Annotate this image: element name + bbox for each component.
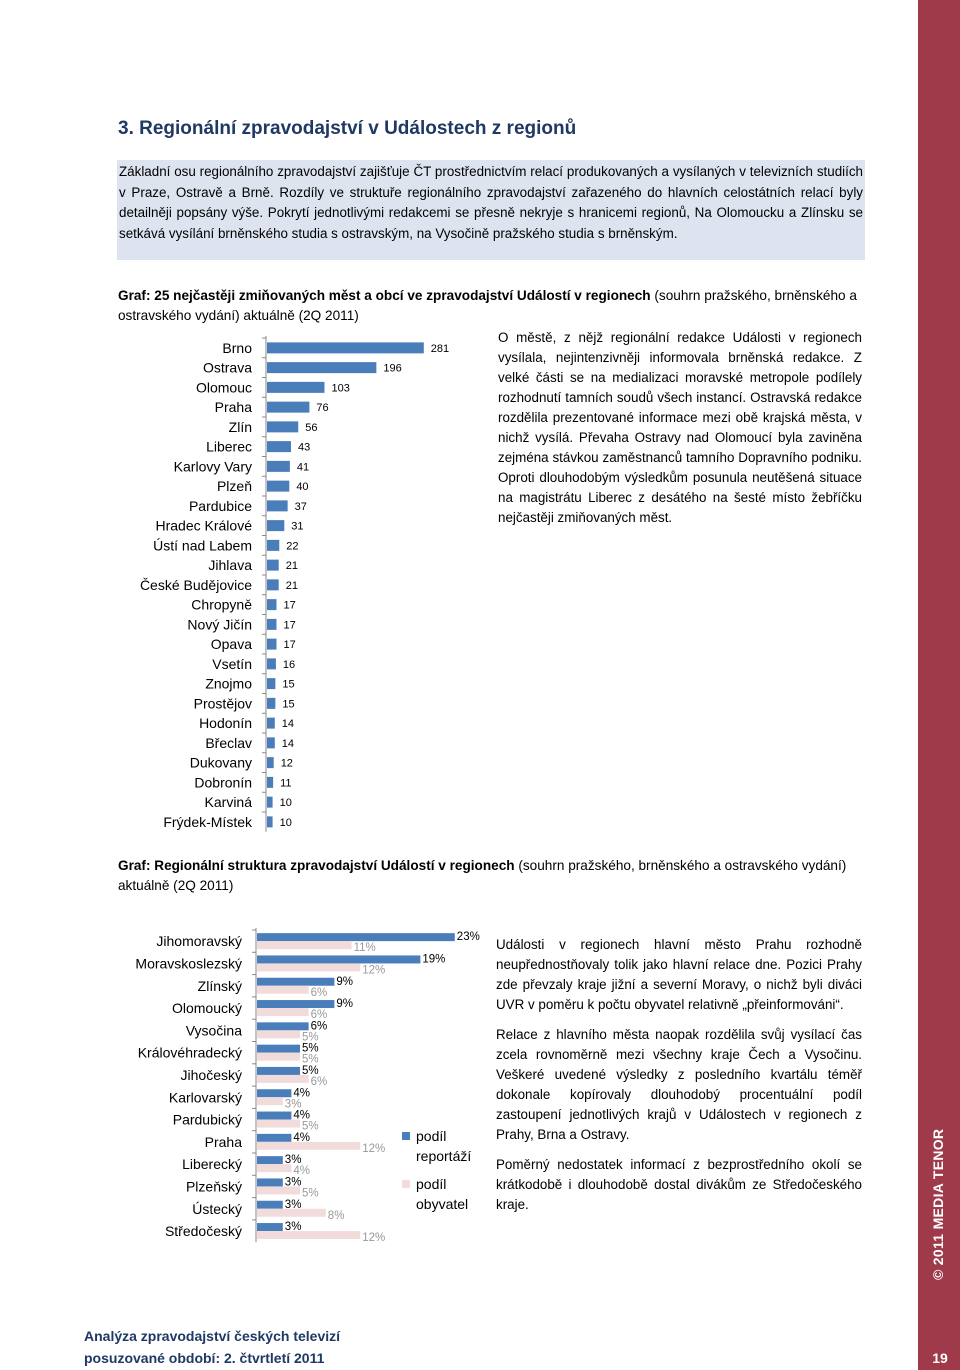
chart1-bar	[267, 658, 276, 669]
chart2-value-reportaze: 19%	[422, 953, 446, 966]
chart2-category-label: Ústecký	[192, 1200, 242, 1217]
chart1-bar	[267, 560, 279, 571]
chart2-bar-obyvatel	[257, 1053, 300, 1061]
chart1-category-label: Dobronín	[194, 774, 252, 791]
chart2-legend-swatch-obyvatel	[402, 1180, 410, 1188]
graph2-text-2: Relace z hlavního města naopak rozdělila svůj vysílací čas zcela rovnoměrně mezi všechny kraje Čech a Vysočinu. Veškeré uvedené výsledky z posledního kvartálu téměř dokonale kopírovaly dlouhodobý procentuální podíl zastoupení jednotlivých krajů v Událostech v regionech z Prahy, Brna a Ostravy.	[496, 1027, 862, 1142]
graph1-title-rest: (souhrn pražského, brněnského a ostravského vydání) aktuálně (2Q 2011)	[118, 288, 857, 323]
chart1-value-label: 103	[331, 382, 350, 395]
graph2-title-rest: (souhrn pražského, brněnského a ostravského vydání) aktuálně (2Q 2011)	[118, 858, 847, 893]
chart2-value-obyvatel: 5%	[302, 1031, 319, 1044]
chart1-value-label: 15	[282, 698, 295, 711]
chart2-value-obyvatel: 12%	[362, 964, 386, 977]
chart1-bar	[267, 540, 279, 551]
chart2-bar-obyvatel	[257, 1097, 283, 1105]
chart2-bar-obyvatel	[257, 1231, 360, 1239]
chart2-bar-obyvatel	[257, 1008, 309, 1016]
page-number: 19	[932, 1350, 948, 1366]
chart1-bar	[267, 757, 274, 768]
chart1-category-label: Pardubice	[188, 497, 252, 514]
graph1-commentary: O městě, z nějž regionální redakce Události v regionech vysílala, nejintenzivněji informovala brněnská redakce. Z velké části se na medializaci moravské metropole podílely rozhodnutí tamních soudů všech instancí. Ostravská redakce rozdělila prezentované informace mezi obě krajská města, v nichž vysílá. Převaha Ostravy nad Olomoucí byla zaviněna zejména stávkou zaměstnanců tamního Dopravního podniku. Oproti dlouhodobým výsledkům posunula neutěšená situace na magistrátu Liberec z desátého na šesté místo žebříčku nejčastěji zmiňovaných měst.	[498, 330, 862, 525]
chart1-category-label: Karlovy Vary	[173, 458, 252, 475]
chart2-value-reportaze: 4%	[293, 1131, 311, 1144]
chart1-category-label: Praha	[214, 399, 252, 416]
chart1-bar	[267, 520, 284, 531]
chart1-bar	[267, 777, 273, 788]
chart1-bar	[267, 599, 276, 610]
chart1-bar	[267, 639, 276, 650]
chart1-bar	[267, 421, 298, 432]
chart1-bar	[267, 678, 275, 689]
chart2-bar-obyvatel	[257, 1030, 300, 1038]
chart2-bar-reportaze	[257, 1156, 283, 1164]
chart2-category-label: Karlovarský	[168, 1089, 242, 1106]
intro-paragraph: Základní osu regionálního zpravodajství zajišťuje ČT prostřednictvím relací produkovaných a vysílaných v televizních studiích v Praze, Ostravě a Brně. Rozdíly ve struktuře regionálního zpravodajství zařazeného do hlavních celostátních relací byly detailněji popsány výše. Pokrytí jednotlivými redakcemi se přesně nekryje s hranicemi regionů, Na Olomoucku a Zlínsku se setkává vysílání brněnského studia s ostravským, na Vysočině pražského studia s brněnským.	[117, 160, 865, 260]
chart1-bar	[267, 481, 289, 492]
chart1-category-label: Hodonín	[199, 715, 252, 732]
chart1-bar	[267, 737, 275, 748]
graph1-title-bold: Graf: 25 nejčastěji zmiňovaných měst a obcí ve zpravodajství Událostí v regionech	[118, 288, 651, 303]
chart1-bar	[267, 441, 291, 452]
graph2-title-bold: Graf: Regionální struktura zpravodajství Událostí v regionech	[118, 858, 515, 873]
chart1-category-label: Liberec	[206, 438, 252, 455]
chart2-bar-reportaze	[257, 955, 420, 963]
chart2-bar-obyvatel	[257, 1075, 309, 1083]
graph2-text-3: Poměrný nedostatek informací z bezprostředního okolí se krátkodobě i dlouhodobě dostal divákům ze Středočeského kraje.	[496, 1157, 862, 1212]
chart2-bar-reportaze	[257, 1022, 309, 1030]
chart1-bar	[267, 619, 276, 630]
chart1-category-label: Znojmo	[205, 675, 252, 692]
graph1-title	[118, 286, 864, 326]
chart2-value-obyvatel: 3%	[284, 1098, 302, 1111]
chart1-bar	[267, 342, 424, 353]
chart1-bar	[267, 579, 279, 590]
chart2-value-obyvatel: 12%	[362, 1142, 386, 1155]
chart1-value-label: 41	[296, 461, 310, 474]
chart1-category-label: Vsetín	[212, 655, 252, 672]
chart1-value-label: 196	[383, 362, 402, 375]
chart2-category-label: Vysočina	[185, 1022, 242, 1039]
side-label	[930, 1128, 950, 1300]
side-label-text: © 2011 MEDIA TENOR	[930, 1128, 946, 1280]
chart-regions	[100, 922, 490, 1252]
chart2-legend-label-3: podíl	[416, 1176, 447, 1192]
chart2-legend-swatch-reportaze	[402, 1132, 410, 1140]
chart1-bar	[267, 698, 275, 709]
chart1-value-label: 17	[283, 639, 296, 652]
chart1-category-label: Hradec Králové	[155, 517, 252, 534]
chart2-bar-reportaze	[257, 1134, 291, 1142]
chart2-category-label: Zlínský	[197, 977, 242, 994]
chart2-bar-reportaze	[257, 978, 334, 986]
chart1-bar	[267, 816, 273, 827]
chart1-category-label: Olomouc	[195, 379, 252, 396]
chart2-value-reportaze: 4%	[293, 1109, 311, 1122]
chart1-category-label: Nový Jičín	[187, 616, 252, 633]
chart1-value-label: 16	[282, 658, 296, 671]
chart2-bar-reportaze	[257, 1178, 283, 1186]
chart2-category-label: Moravskoslezský	[135, 955, 242, 972]
chart1-value-label: 14	[281, 718, 295, 731]
chart1-value-label: 17	[283, 599, 296, 612]
chart2-bar-reportaze	[257, 1201, 283, 1209]
chart1-category-label: Brno	[222, 339, 252, 356]
chart1-category-label: Zlín	[228, 418, 252, 435]
chart1-category-label: Dukovany	[189, 754, 252, 771]
graph2-commentary	[496, 935, 862, 1215]
footer-line-1: Analýza zpravodajství českých televizí	[84, 1328, 341, 1344]
chart2-value-obyvatel: 6%	[310, 986, 328, 999]
chart2-value-reportaze: 3%	[284, 1154, 302, 1167]
chart2-bar-reportaze	[257, 1089, 291, 1097]
chart2-category-label: Olomoucký	[171, 1000, 242, 1017]
chart1-value-label: 21	[285, 579, 298, 592]
chart2-category-label: Pardubický	[172, 1111, 242, 1128]
chart1-category-label: Ústí nad Labem	[153, 537, 252, 554]
chart2-bar-reportaze	[257, 1045, 300, 1053]
chart2-bar-obyvatel	[257, 986, 309, 994]
chart2-category-label: Jihočeský	[180, 1066, 242, 1083]
chart1-category-label: Jihlava	[208, 557, 252, 574]
section-heading: 3. Regionální zpravodajství v Událostech z regionů	[118, 118, 577, 139]
chart1-category-label: Frýdek-Místek	[163, 813, 252, 830]
chart1-category-label: Prostějov	[193, 695, 252, 712]
chart2-value-obyvatel: 11%	[353, 942, 376, 955]
chart1-bar	[267, 382, 324, 393]
chart-cities	[100, 330, 490, 840]
chart2-legend-label-1: podíl	[416, 1128, 447, 1144]
chart1-value-label: 56	[305, 421, 318, 434]
chart2-value-reportaze: 5%	[302, 1042, 319, 1055]
chart1-value-label: 10	[279, 797, 292, 810]
chart1-value-label: 43	[297, 441, 311, 454]
chart1-category-label: Karviná	[204, 794, 252, 811]
chart1-bar	[267, 718, 275, 729]
footer-line-2: posuzované období: 2. čtvrtletí 2011	[84, 1350, 325, 1366]
chart1-category-label: Opava	[210, 636, 252, 653]
chart1-value-label: 10	[279, 816, 292, 829]
chart2-value-obyvatel: 8%	[327, 1209, 345, 1222]
chart2-value-obyvatel: 5%	[302, 1053, 319, 1066]
chart2-bar-reportaze	[257, 1223, 283, 1231]
chart2-bar-reportaze	[257, 933, 455, 941]
chart2-category-label: Středočeský	[164, 1223, 242, 1240]
chart2-bar-obyvatel	[257, 941, 352, 949]
chart2-value-reportaze: 6%	[310, 1020, 328, 1033]
chart2-value-reportaze: 9%	[336, 975, 354, 988]
chart2-value-obyvatel: 6%	[310, 1075, 328, 1088]
chart1-value-label: 76	[316, 402, 329, 415]
chart2-value-obyvatel: 4%	[293, 1165, 311, 1178]
chart2-value-reportaze: 9%	[336, 998, 354, 1011]
chart1-bar	[267, 402, 309, 413]
chart2-value-obyvatel: 6%	[310, 1009, 328, 1022]
chart1-value-label: 37	[294, 500, 307, 513]
chart2-category-label: Jihomoravský	[156, 933, 242, 950]
chart1-value-label: 11	[280, 777, 292, 790]
chart1-value-label: 15	[282, 678, 295, 691]
chart2-value-reportaze: 4%	[293, 1087, 311, 1100]
chart1-bar	[267, 362, 376, 373]
chart2-value-obyvatel: 5%	[302, 1120, 319, 1133]
chart2-category-label: Plzeňský	[185, 1178, 242, 1195]
chart1-value-label: 22	[286, 540, 299, 553]
chart2-bar-reportaze	[257, 1000, 334, 1008]
chart1-value-label: 21	[285, 560, 298, 573]
chart2-value-reportaze: 3%	[284, 1221, 302, 1234]
chart2-bar-reportaze	[257, 1067, 300, 1075]
chart2-value-reportaze: 23%	[456, 931, 480, 944]
chart2-legend-label-4: obyvatel	[416, 1196, 469, 1212]
chart1-category-label: Břeclav	[205, 734, 252, 751]
chart2-value-reportaze: 3%	[284, 1176, 302, 1189]
chart2-legend-label-2: reportáží	[416, 1148, 472, 1164]
chart1-category-label: České Budějovice	[139, 576, 252, 593]
chart1-category-label: Ostrava	[202, 359, 252, 376]
chart2-category-label: Praha	[204, 1133, 242, 1150]
chart2-bar-obyvatel	[257, 963, 360, 971]
chart1-bar	[267, 500, 288, 511]
chart1-value-label: 17	[283, 619, 296, 632]
chart2-value-obyvatel: 5%	[302, 1187, 319, 1200]
graph2-text-1: Události v regionech hlavní město Prahu rozhodně neupřednostňovaly tolik jako hlavní relace dne. Pozici Prahy zde převzaly kraje jižní a severní Moravy, o nichž byli diváci UVR v poměru k počtu obyvatel relativně „přeinformováni“.	[496, 937, 862, 1012]
chart2-category-label: Liberecký	[182, 1156, 242, 1173]
chart2-value-reportaze: 3%	[284, 1198, 302, 1211]
chart1-bar	[267, 797, 273, 808]
chart1-value-label: 14	[281, 737, 295, 750]
chart2-value-reportaze: 5%	[302, 1064, 319, 1077]
chart2-category-label: Královéhradecký	[137, 1044, 242, 1061]
chart1-category-label: Plzeň	[216, 478, 252, 495]
chart1-value-label: 31	[291, 520, 304, 533]
graph2-title	[118, 856, 864, 896]
chart2-value-obyvatel: 12%	[362, 1232, 386, 1245]
chart1-value-label: 40	[296, 481, 309, 494]
chart1-value-label: 12	[280, 757, 293, 770]
chart1-category-label: Chropyně	[191, 596, 252, 613]
chart1-value-label: 281	[430, 342, 450, 355]
chart2-bar-reportaze	[257, 1112, 291, 1120]
chart1-bar	[267, 461, 290, 472]
